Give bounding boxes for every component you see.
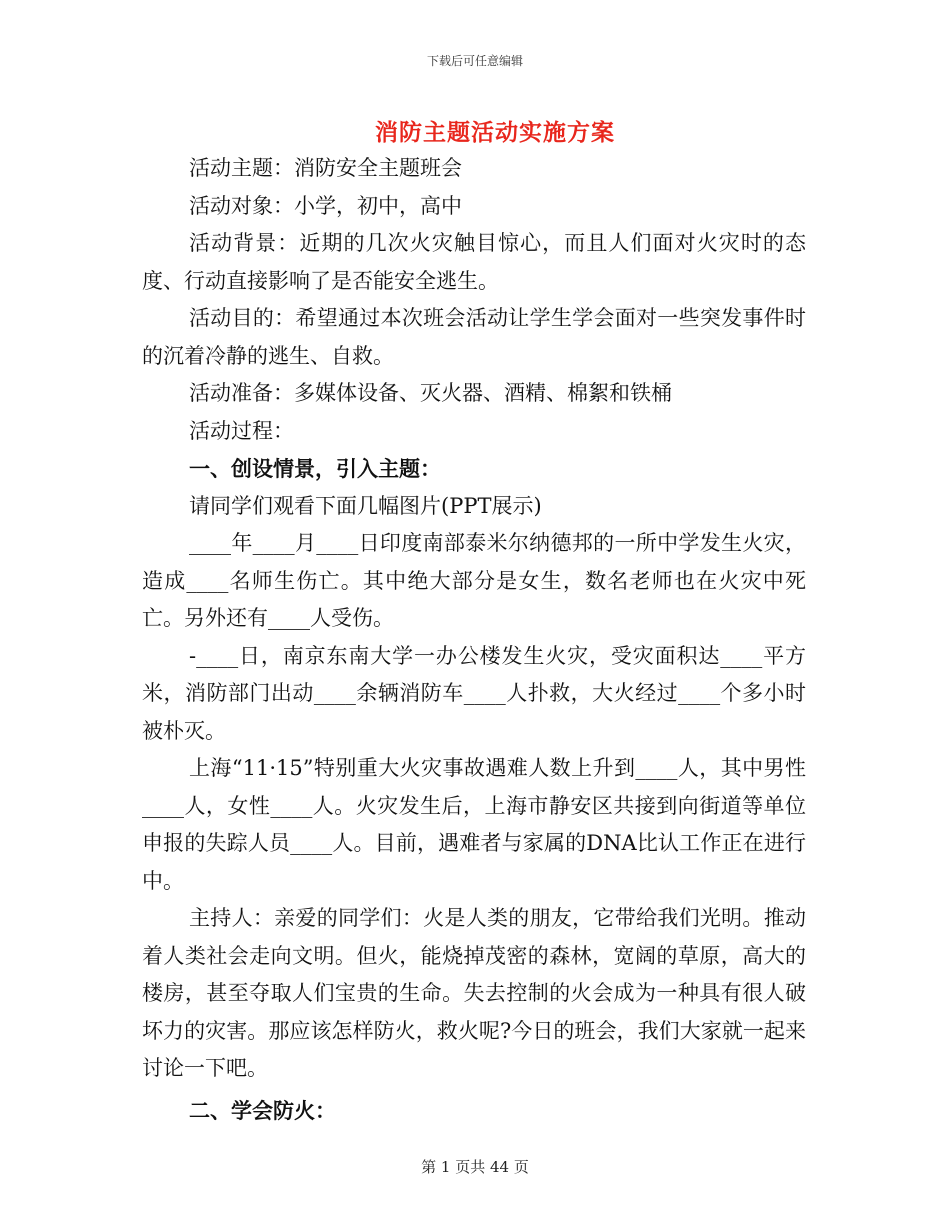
paragraph-activity-theme: 活动主题：消防安全主题班会 — [189, 156, 462, 180]
page-number-footer: 第 1 页共 44 页 — [421, 1158, 529, 1176]
paragraph-activity-purpose: 活动目的：希望通过本次班会活动让学生学会面对一些突发事件时的沉着冷静的逃生、自救。 — [142, 306, 806, 368]
section-heading-1: 一、创设情景，引入主题： — [189, 456, 441, 481]
page-header-note: 下载后可任意编辑 — [426, 54, 523, 68]
document-body — [142, 150, 806, 1129]
paragraph-shanghai-fire: 上海“11·15”特别重大火灾事故遇难人数上升到____人，其中男性____人，女性____人。火灾发生后，上海市静安区共接到向街道等单位申报的失踪人员____人。目前，遇难者与家属的DNA比认工作正在进行中。 — [142, 756, 806, 893]
paragraph-host-speech: 主持人：亲爱的同学们：火是人类的朋友，它带给我们光明。推动着人类社会走向文明。但火，能烧掉茂密的森林，宽阔的草原，高大的楼房，甚至夺取人们宝贵的生命。失去控制的火会成为一种具有很人破坏力的灾害。那应该怎样防火，救火呢?今日的班会，我们大家就一起来讨论一下吧。 — [142, 906, 806, 1080]
paragraph-activity-process: 活动过程： — [189, 418, 294, 443]
paragraph-activity-background: 活动背景：近期的几次火灾触目惊心，而且人们面对火灾时的态度、行动直接影响了是否能安全逃生。 — [142, 231, 806, 293]
document-title: 消防主题活动实施方案 — [375, 119, 615, 146]
section-heading-2: 二、学会防火： — [189, 1097, 336, 1123]
paragraph-activity-preparation: 活动准备：多媒体设备、灭火器、酒精、棉絮和铁桶 — [189, 381, 672, 405]
paragraph-nanjing-fire: -____日，南京东南大学一办公楼发生火灾，受灾面积达____平方米，消防部门出动____余辆消防车____人扑救，大火经过____个多小时被朴灭。 — [142, 643, 806, 743]
paragraph-india-fire: ____年____月____日印度南部泰米尔纳德邦的一所中学发生火灾，造成____名师生伤亡。其中绝大部分是女生，数名老师也在火灾中死亡。另外还有____人受伤。 — [142, 531, 806, 630]
paragraph-watch-pictures: 请同学们观看下面几幅图片(PPT展示) — [189, 493, 542, 518]
paragraph-activity-target: 活动对象：小学，初中，高中 — [189, 193, 462, 218]
